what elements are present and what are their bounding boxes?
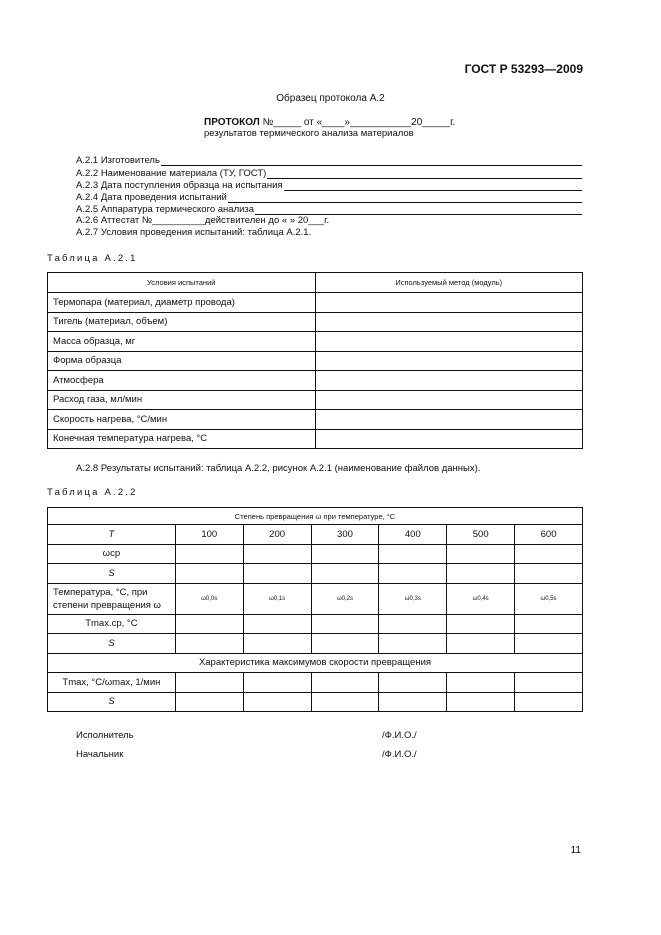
table1-caption: Таблица А.2.1 bbox=[47, 253, 138, 264]
field-certificate bbox=[76, 215, 329, 226]
s-label: S bbox=[48, 634, 176, 654]
page-number: 11 bbox=[570, 845, 581, 856]
signature-role: Исполнитель bbox=[76, 730, 134, 741]
header-conditions: Условия испытаний bbox=[48, 273, 316, 293]
field-label: А.2.5 Аппаратура термического анализа bbox=[76, 204, 255, 215]
field-apparatus bbox=[76, 204, 582, 215]
field-label: А.2.1 Изготовитель bbox=[76, 155, 160, 166]
signature-fio: /Ф.И.О./ bbox=[382, 749, 417, 760]
table-row bbox=[48, 564, 583, 584]
omega-cell: ω0,0s bbox=[175, 583, 243, 614]
table-row bbox=[48, 390, 583, 410]
field-line bbox=[161, 155, 582, 166]
cell-empty bbox=[515, 692, 583, 712]
temp-cell: 300 bbox=[311, 525, 379, 545]
cell-empty bbox=[315, 351, 583, 371]
cell-empty bbox=[243, 544, 311, 564]
table-row bbox=[48, 583, 583, 614]
protocol-number: №_____ от «____»___________20_____г. bbox=[262, 117, 456, 128]
temp-cell: 200 bbox=[243, 525, 311, 545]
tmax-avg-label: Tmax.ср, °С bbox=[48, 614, 176, 634]
row-label: Форма образца bbox=[48, 351, 316, 371]
cell-empty bbox=[311, 564, 379, 584]
cell-empty bbox=[379, 564, 447, 584]
cell-empty bbox=[447, 692, 515, 712]
cell-empty bbox=[447, 614, 515, 634]
row-label: Масса образца, мг bbox=[48, 332, 316, 352]
omega-cell: ω0,1s bbox=[243, 583, 311, 614]
row-label: Расход газа, мл/мин bbox=[48, 390, 316, 410]
cell-empty bbox=[175, 544, 243, 564]
cell-empty bbox=[315, 429, 583, 449]
omega-cell: ω0,5s bbox=[515, 583, 583, 614]
cell-empty bbox=[515, 673, 583, 693]
table-row bbox=[48, 410, 583, 430]
field-line bbox=[255, 204, 582, 215]
cell-empty bbox=[243, 673, 311, 693]
cell-empty bbox=[175, 564, 243, 584]
signature-fio: /Ф.И.О./ bbox=[382, 730, 417, 741]
standard-code: ГОСТ Р 53293—2009 bbox=[464, 62, 583, 76]
table-row bbox=[48, 692, 583, 712]
max-rate-section: Характеристика максимумов скорости превращения bbox=[48, 653, 583, 673]
cell-empty bbox=[175, 614, 243, 634]
sample-title: Образец протокола А.2 bbox=[276, 93, 385, 104]
field-material bbox=[76, 168, 582, 179]
table-row bbox=[48, 544, 583, 564]
s-label: S bbox=[48, 692, 176, 712]
table-row bbox=[48, 614, 583, 634]
field-label: А.2.6 Аттестат №__________действителен до « » 20___г. bbox=[76, 215, 330, 226]
field-label: А.2.7 Условия проведения испытаний: таблица А.2.1. bbox=[76, 227, 312, 238]
results-table bbox=[47, 507, 583, 712]
cell-empty bbox=[311, 544, 379, 564]
cell-empty bbox=[175, 634, 243, 654]
cell-empty bbox=[315, 293, 583, 313]
signature-role: Начальник bbox=[76, 749, 124, 760]
table-header-row bbox=[48, 508, 583, 525]
cell-empty bbox=[243, 692, 311, 712]
cell-empty bbox=[379, 614, 447, 634]
temp-cell: 600 bbox=[515, 525, 583, 545]
cell-empty bbox=[175, 673, 243, 693]
cell-empty bbox=[243, 564, 311, 584]
tmax-rate-label: Tmax, °С/ωmax, 1/мин bbox=[48, 673, 176, 693]
protocol-heading bbox=[204, 117, 455, 128]
cell-empty bbox=[311, 634, 379, 654]
protocol-subtitle: результатов термического анализа материалов bbox=[204, 128, 414, 139]
table-row bbox=[48, 653, 583, 673]
table-row bbox=[48, 293, 583, 313]
degree-header: Степень превращения ω при температуре, °С bbox=[48, 508, 583, 525]
table-row bbox=[48, 673, 583, 693]
cell-empty bbox=[311, 692, 379, 712]
field-test-date bbox=[76, 192, 582, 203]
cell-empty bbox=[515, 564, 583, 584]
cell-empty bbox=[315, 390, 583, 410]
row-label: Скорость нагрева, °С/мин bbox=[48, 410, 316, 430]
field-manufacturer bbox=[76, 155, 582, 166]
protocol-label: ПРОТОКОЛ bbox=[204, 117, 260, 128]
field-conditions bbox=[76, 227, 311, 238]
cell-empty bbox=[379, 692, 447, 712]
field-label: А.2.4 Дата проведения испытаний bbox=[76, 192, 227, 203]
row-label: Атмосфера bbox=[48, 371, 316, 391]
row-label: Тигель (материал, объем) bbox=[48, 312, 316, 332]
test-conditions-table bbox=[47, 272, 583, 449]
cell-empty bbox=[315, 410, 583, 430]
field-line bbox=[267, 168, 582, 179]
cell-empty bbox=[515, 614, 583, 634]
table-row bbox=[48, 332, 583, 352]
omega-cell: ω0,4s bbox=[447, 583, 515, 614]
cell-empty bbox=[379, 634, 447, 654]
field-line bbox=[228, 192, 582, 203]
cell-empty bbox=[379, 544, 447, 564]
table-row bbox=[48, 351, 583, 371]
t-label: T bbox=[48, 525, 176, 545]
cell-empty bbox=[515, 544, 583, 564]
cell-empty bbox=[175, 692, 243, 712]
row-label: Термопара (материал, диаметр провода) bbox=[48, 293, 316, 313]
omega-cell: ω0,2s bbox=[311, 583, 379, 614]
field-label: А.2.3 Дата поступления образца на испытания bbox=[76, 180, 283, 191]
cell-empty bbox=[311, 673, 379, 693]
table-row bbox=[48, 634, 583, 654]
cell-empty bbox=[315, 332, 583, 352]
cell-empty bbox=[315, 312, 583, 332]
cell-empty bbox=[243, 614, 311, 634]
omega-avg-label: ωср bbox=[48, 544, 176, 564]
table-row bbox=[48, 429, 583, 449]
cell-empty bbox=[447, 634, 515, 654]
omega-cell: ω0,3s bbox=[379, 583, 447, 614]
cell-empty bbox=[243, 634, 311, 654]
table-header-row bbox=[48, 273, 583, 293]
table-row bbox=[48, 525, 583, 545]
temp-cell: 400 bbox=[379, 525, 447, 545]
row-label: Конечная температура нагрева, °С bbox=[48, 429, 316, 449]
field-line bbox=[284, 180, 582, 191]
field-label: А.2.2 Наименование материала (ТУ, ГОСТ) bbox=[76, 168, 267, 179]
table-row bbox=[48, 371, 583, 391]
field-receipt-date bbox=[76, 180, 582, 191]
cell-empty bbox=[447, 673, 515, 693]
temp-degree-label: Температура, °С, при степени превращения ω bbox=[48, 583, 176, 614]
s-label: S bbox=[48, 564, 176, 584]
header-method: Используемый метод (модуль) bbox=[315, 273, 583, 293]
temp-cell: 100 bbox=[175, 525, 243, 545]
cell-empty bbox=[515, 634, 583, 654]
cell-empty bbox=[379, 673, 447, 693]
table-row bbox=[48, 312, 583, 332]
temp-cell: 500 bbox=[447, 525, 515, 545]
cell-empty bbox=[447, 564, 515, 584]
cell-empty bbox=[447, 544, 515, 564]
cell-empty bbox=[311, 614, 379, 634]
cell-empty bbox=[315, 371, 583, 391]
table2-caption: Таблица А.2.2 bbox=[47, 487, 138, 498]
results-note: А.2.8 Результаты испытаний: таблица А.2.2, рисунок А.2.1 (наименование файлов данных). bbox=[76, 463, 481, 474]
